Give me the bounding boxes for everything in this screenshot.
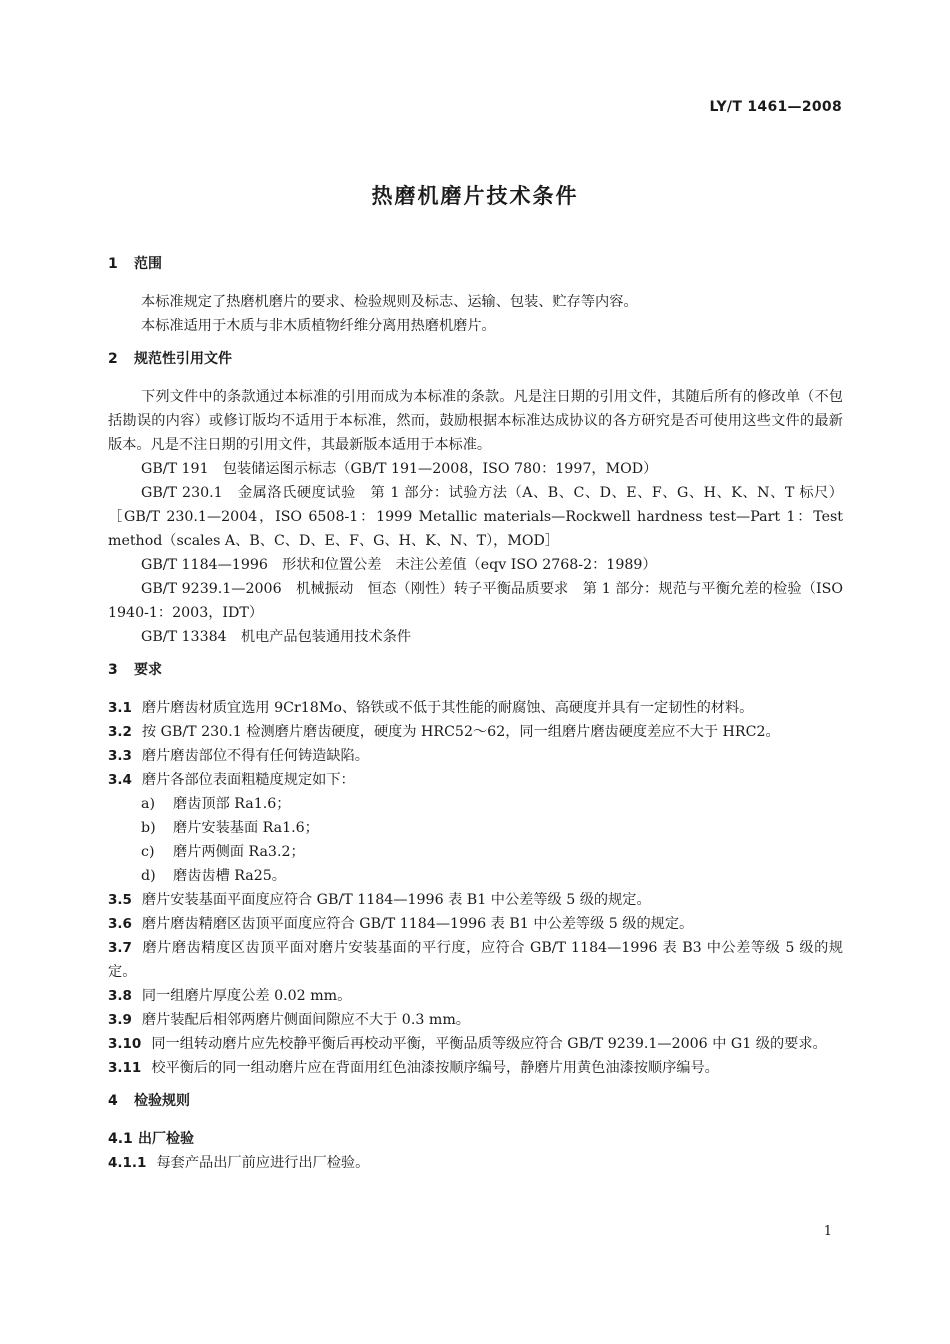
- section-3-heading: [108, 658, 843, 682]
- clause-text: 磨片装配后相邻两磨片侧面间隙应不大于 0.3 mm。: [141, 1012, 470, 1028]
- clause-3-2: [108, 720, 843, 744]
- reference-item: GB/T 13384 机电产品包装通用技术条件: [141, 629, 412, 645]
- clause-3-8: [108, 984, 843, 1008]
- paragraph: 下列文件中的条款通过本标准的引用而成为本标准的条款。凡是注日期的引用文件，其随后所有的修改单（不包括勘误的内容）或修订版均不适用于本标准，然而，鼓励根据本标准达成协议的各方研究是否可使用这些文件的最新版本。凡是不注日期的引用文件，其最新版本适用于本标准。: [108, 389, 843, 453]
- clause-number: 3.4: [108, 772, 132, 788]
- clause-text: 磨片安装基面平面度应符合 GB/T 1184—1996 表 B1 中公差等级 5 级的规定。: [141, 892, 651, 908]
- clause-3-5: [108, 888, 843, 912]
- list-item: [108, 816, 843, 840]
- clause-number: 3.8: [108, 988, 132, 1004]
- clause-3-4: [108, 768, 843, 792]
- clause-number: 3.9: [108, 1012, 132, 1028]
- document-title: 热磨机磨片技术条件: [371, 184, 579, 208]
- reference-item: GB/T 9239.1—2006 机械振动 恒态（刚性）转子平衡品质要求 第 1 部分：规范与平衡允差的检验（ISO 1940-1：2003，IDT）: [108, 581, 843, 621]
- section-title: 规范性引用文件: [134, 351, 232, 367]
- paragraph: 本标准适用于木质与非木质植物纤维分离用热磨机磨片。: [141, 318, 496, 334]
- clause-text: 磨片磨齿精度区齿顶平面对磨片安装基面的平行度，应符合 GB/T 1184—1996 表 B3 中公差等级 5 级的规定。: [108, 940, 843, 980]
- clause-3-11: [108, 1056, 843, 1080]
- list-text: 磨片两侧面 Ra3.2；: [173, 844, 305, 860]
- subsection-title: 出厂检验: [138, 1131, 194, 1147]
- list-text: 磨齿顶部 Ra1.6；: [173, 796, 291, 812]
- section-title: 要求: [134, 662, 162, 678]
- document-body: [108, 252, 843, 1175]
- clause-number: 3.7: [108, 940, 132, 956]
- clause-text: 磨片磨齿部位不得有任何铸造缺陷。: [141, 748, 369, 764]
- clause-text: 按 GB/T 230.1 检测磨片磨齿硬度，硬度为 HRC52～62，同一组磨片磨齿硬度差应不大于 HRC2。: [141, 724, 780, 740]
- clause-text: 磨片各部位表面粗糙度规定如下：: [141, 772, 355, 788]
- list-item: [108, 840, 843, 864]
- clause-text: 磨片磨齿精磨区齿顶平面度应符合 GB/T 1184—1996 表 B1 中公差等级 5 级的规定。: [141, 916, 694, 932]
- subsection-4-1-heading: [108, 1127, 843, 1151]
- section-4-heading: [108, 1089, 843, 1113]
- section-number: 4: [108, 1093, 118, 1109]
- subsection-number: 4.1: [108, 1131, 133, 1147]
- list-marker: b): [141, 820, 156, 836]
- reference-item: GB/T 230.1 金属洛氏硬度试验 第 1 部分：试验方法（A、B、C、D、E、F、G、H、K、N、T 标尺）［GB/T 230.1—2004，ISO 6508-1：1999 Metallic materials—Rockwell hardness test—Part 1：Test method（scales A、B、C、D、E、F、G、H、K、N、T），MOD］: [108, 485, 843, 549]
- page-number: 1: [823, 1224, 832, 1239]
- section-number: 3: [108, 662, 118, 678]
- clause-3-7: [108, 936, 843, 984]
- clause-number: 3.3: [108, 748, 132, 764]
- standard-code: LY/T 1461—2008: [709, 99, 842, 115]
- clause-number: 3.2: [108, 724, 132, 740]
- clause-3-3: [108, 744, 843, 768]
- clause-number: 3.11: [108, 1060, 142, 1076]
- clause-number: 3.6: [108, 916, 132, 932]
- reference-item: GB/T 1184—1996 形状和位置公差 未注公差值（eqv ISO 2768-2：1989）: [141, 557, 657, 573]
- clause-3-10: [108, 1032, 843, 1056]
- clause-text: 同一组磨片厚度公差 0.02 mm。: [141, 988, 352, 1004]
- paragraph: 本标准规定了热磨机磨片的要求、检验规则及标志、运输、包装、贮存等内容。: [141, 294, 638, 310]
- list-item: [108, 792, 843, 816]
- clause-text: 每套产品出厂前应进行出厂检验。: [156, 1155, 370, 1171]
- reference-item: GB/T 191 包装储运图示标志（GB/T 191—2008，ISO 780：1997，MOD）: [141, 461, 658, 477]
- list-item: [108, 864, 843, 888]
- clause-3-6: [108, 912, 843, 936]
- section-title: 范围: [134, 256, 162, 272]
- clause-number: 3.5: [108, 892, 132, 908]
- list-marker: d): [141, 868, 156, 884]
- section-number: 2: [108, 351, 118, 367]
- clause-number: 3.10: [108, 1036, 142, 1052]
- clause-text: 校平衡后的同一组动磨片应在背面用红色油漆按顺序编号，静磨片用黄色油漆按顺序编号。: [151, 1060, 719, 1076]
- section-number: 1: [108, 256, 118, 272]
- clause-3-9: [108, 1008, 843, 1032]
- clause-3-1: [108, 696, 843, 720]
- section-1-heading: [108, 252, 843, 276]
- clause-4-1-1: [108, 1151, 843, 1175]
- list-text: 磨齿齿槽 Ra25。: [173, 868, 286, 884]
- list-marker: c): [141, 844, 155, 860]
- list-marker: a): [141, 796, 155, 812]
- list-text: 磨片安装基面 Ra1.6；: [173, 820, 319, 836]
- clause-number: 4.1.1: [108, 1155, 147, 1171]
- clause-number: 3.1: [108, 700, 132, 716]
- clause-text: 同一组转动磨片应先校静平衡后再校动平衡，平衡品质等级应符合 GB/T 9239.1—2006 中 G1 级的要求。: [151, 1036, 827, 1052]
- section-title: 检验规则: [134, 1093, 190, 1109]
- clause-text: 磨片磨齿材质宜选用 9Cr18Mo、铬铁或不低于其性能的耐腐蚀、高硬度并具有一定韧性的材料。: [141, 700, 754, 716]
- section-2-heading: [108, 347, 843, 371]
